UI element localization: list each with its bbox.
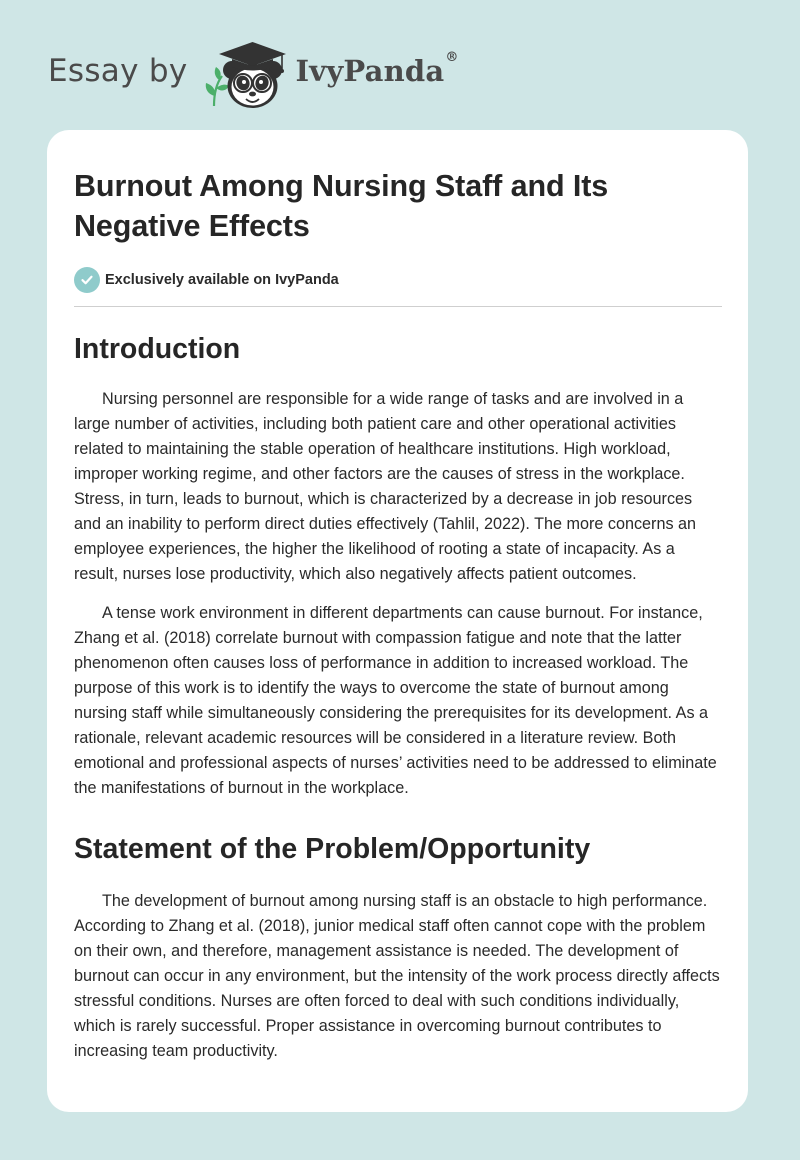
essay-by-label: Essay by	[48, 53, 188, 89]
paragraph: A tense work environment in different departments can cause burnout. For instance, Zhang et al. (2018) correlate burnout with compassion fatigue and note that the latter phenomenon often causes loss of performance in addition to increased workload. The purpose of this work is to identify the ways to overcome the state of burnout among nursing staff while simultaneously considering the prerequisites for its development. As a rationale, relevant academic resources will be considered in a literature review. Both emotional and professional aspects of nurses’ activities need to be addressed to eliminate the manifestations of burnout in the workplace.	[74, 604, 717, 797]
site-header	[48, 34, 459, 114]
paragraph: The development of burnout among nursing staff is an obstacle to high performance. According to Zhang et al. (2018), junior medical staff often cannot cope with the problem on their own, and therefore, management assistance is needed. The development of burnout can occur in any environment, but the intensity of the work process directly affects stressful conditions. Nurses are often forced to deal with such conditions individually, which is rarely successful. Proper assistance in overcoming burnout contributes to increasing team productivity.	[74, 892, 720, 1060]
brand-name	[295, 50, 459, 88]
title-divider	[74, 306, 722, 307]
section-heading-introduction: Introduction	[74, 333, 241, 365]
essay-card	[47, 130, 748, 1112]
paragraph: Nursing personnel are responsible for a wide range of tasks and are involved in a large number of activities, including both patient care and other operational activities related to maintaining the stable operation of healthcare institutions. High workload, improper working regime, and other factors are the causes of stress in the workplace. Stress, in turn, leads to burnout, which is characterized by a decrease in job resources and an inability to perform direct duties effectively (Tahlil, 2022). The more concerns an employee experiences, the higher the likelihood of rooting a state of incapacity. As a result, nurses lose productivity, which also negatively affects patient outcomes.	[74, 390, 697, 583]
availability-text: Exclusively available on IvyPanda	[105, 272, 339, 288]
panda-logo-icon[interactable]	[202, 36, 294, 112]
check-icon	[74, 267, 100, 293]
essay-title: Burnout Among Nursing Staff and Its Negative Effects	[74, 169, 609, 243]
section-heading-statement: Statement of the Problem/Opportunity	[74, 833, 591, 865]
registered-mark: ®	[445, 50, 459, 65]
availability-note	[74, 266, 722, 294]
brand-name-text: IvyPanda	[295, 54, 445, 88]
